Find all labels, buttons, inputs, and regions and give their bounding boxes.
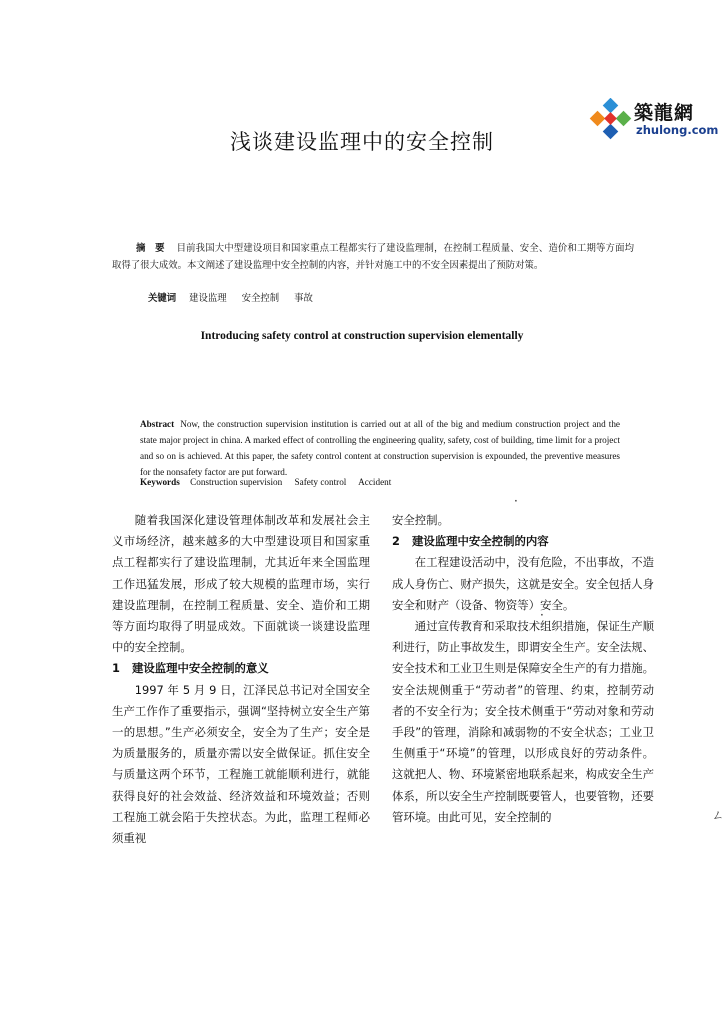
chinese-keyword: 事故 <box>294 293 313 304</box>
english-title: Introducing safety control at construction supervision elementally <box>200 330 524 342</box>
section-2-heading <box>392 531 654 552</box>
logo-brand-text: 築龍網 <box>634 102 695 124</box>
body-paragraph: 通过宣传教育和采取技术组织措施，保证生产顺利进行，防止事故发生，即谓安全生产。安全法规、安全技术和工业卫生则是保障安全生产的有力措施。安全法规侧重于“劳动者”的管理、约束，控制劳动者的不安全行为；安全技术侧重于“劳动对象和劳动手段”的管理，消除和减弱物的不安全状态；工业卫生侧重于“环境”的管理，以形成良好的劳动条件。这就把人、物、环境紧密地联系起来，构成安全生产体系，所以安全生产控制既要管人，也要管物，还要管环境。由此可见，安全控制的 <box>392 619 655 824</box>
chinese-keywords <box>148 290 325 304</box>
english-keywords-label: Keywords <box>140 477 180 487</box>
logo-site-text: zhulong.com <box>636 123 719 137</box>
body-paragraph: 随着我国深化建设管理体制改革和发展社会主义市场经济，越来越多的大中型建设项目和国家重点工程都实行了建设监理制，尤其近年来全国监理工作迅猛发展，形成了较大规模的监理市场，实行建设监理制，在控制工程质量、安全、造价和工期等方面均取得了明显成效。下面就谈一谈建设监理中的安全控制。 <box>112 513 370 655</box>
english-keywords <box>140 477 401 487</box>
scan-speck: · <box>540 608 544 622</box>
section-number: 2 <box>392 534 400 549</box>
page-title: 浅谈建设监理中的安全控制 <box>230 130 494 154</box>
english-abstract-label: Abstract <box>140 419 175 429</box>
body-left-column <box>112 510 370 849</box>
english-abstract-text: Now, the construction supervision institution is carried out at all of the big and medium construction project and the state major project in china. A marked effect of controlling the engineering quality, safety, cost of building, time limit for a project and so on is achieved. At this paper, the safety control content at construction supervision is expounded, the preventive measures for the nonsafety factor are put forward. <box>140 419 620 477</box>
english-keyword: Construction supervision <box>190 477 283 487</box>
body-paragraph: 安全控制。 <box>392 513 449 527</box>
body-right-column <box>392 510 654 828</box>
chinese-abstract <box>112 240 634 274</box>
section-1-heading <box>112 658 370 679</box>
body-paragraph: 在工程建设活动中，没有危险，不出事故，不造成人身伤亡、财产损失，这就是安全。安全包括人身安全和财产（设备、物资等）安全。 <box>392 555 655 612</box>
chinese-keyword: 安全控制 <box>241 293 280 304</box>
chinese-abstract-text: 目前我国大中型建设项目和国家重点工程都实行了建设监理制，在控制工程质量、安全、造价和工期等方面均取得了很大成效。本文阐述了建设监理中安全控制的内容，并针对施工中的不安全因素提出了预防对策。 <box>112 243 634 271</box>
scan-edge-mark: ㄥ <box>712 808 724 822</box>
section-title: 建设监理中安全控制的意义 <box>131 661 269 676</box>
section-number: 1 <box>112 661 120 676</box>
english-keyword: Accident <box>358 477 392 487</box>
scan-speck: · <box>514 494 518 508</box>
english-abstract <box>140 416 620 480</box>
chinese-abstract-label: 摘 要 <box>136 243 165 254</box>
section-title: 建设监理中安全控制的内容 <box>411 534 549 549</box>
chinese-keyword: 建设监理 <box>189 293 227 304</box>
body-paragraph: 1997 年 5 月 9 日，江泽民总书记对全国安全生产工作作了重要指示，强调“坚持树立安全生产第一的思想。”生产必须安全，安全为了生产；安全是为质量服务的，质量亦需以安全做保证。抓住安全与质量这两个环节，工程施工就能顺利进行，就能获得良好的社会效益、经济效益和环境效益；否则工程施工就会陷于失控状态。为此，监理工程师必须重视 <box>112 682 370 846</box>
english-keyword: Safety control <box>294 477 347 487</box>
chinese-keywords-label: 关键词 <box>148 293 177 304</box>
